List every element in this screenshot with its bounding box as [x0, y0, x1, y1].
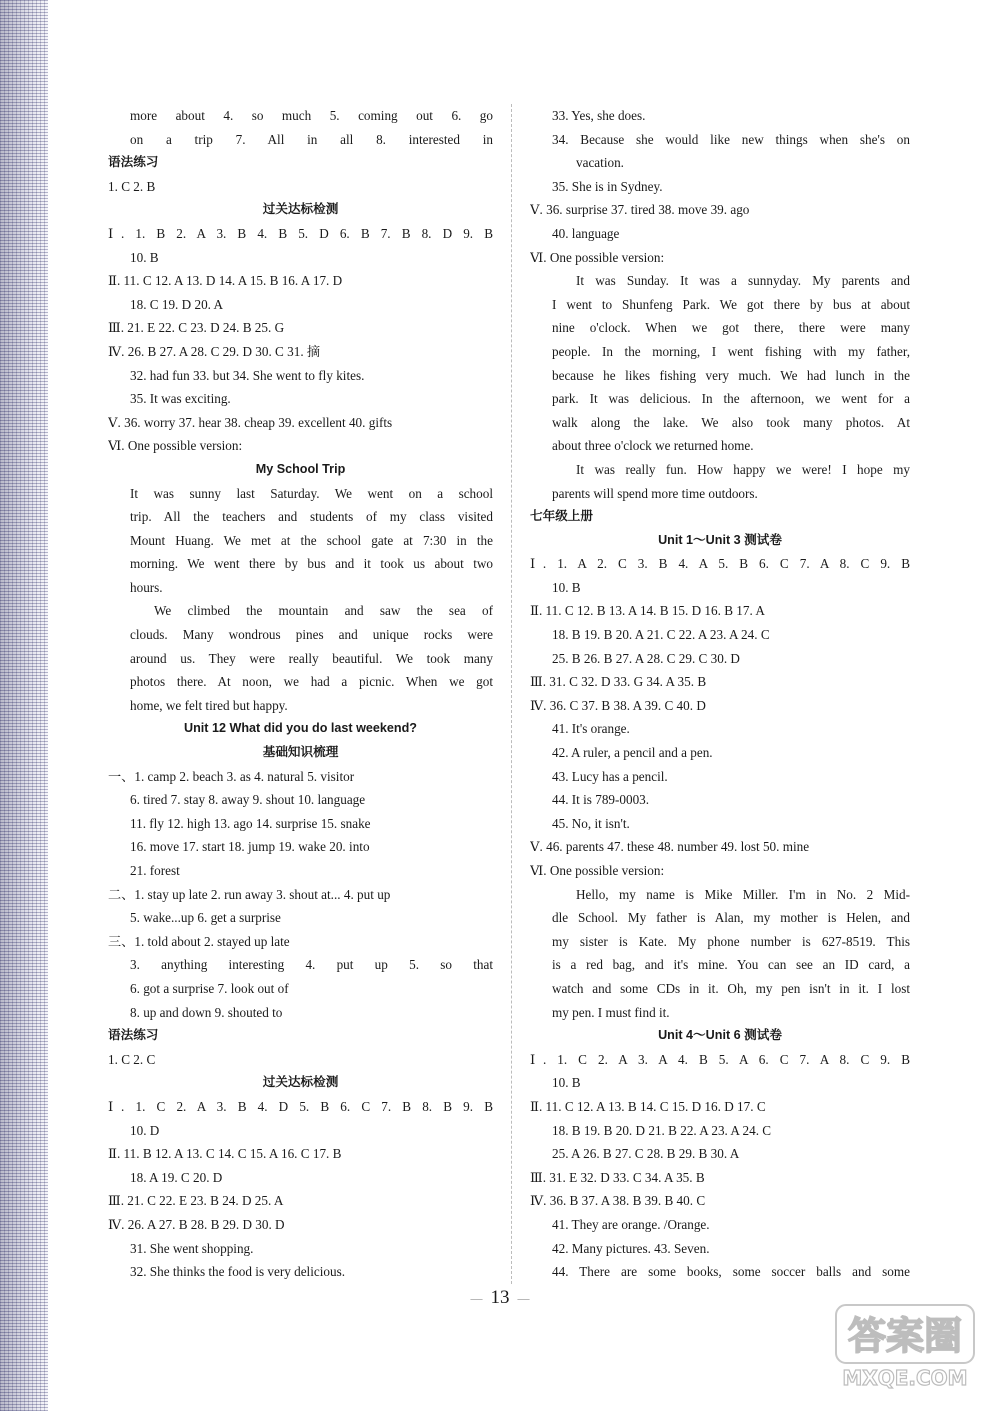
answer-line: 41. It's orange. [552, 721, 630, 737]
answer-line: 18. B 19. B 20. A 21. C 22. A 23. A 24. C [552, 627, 770, 643]
answer-line: 一、1. camp 2. beach 3. as 4. natural 5. visitor [108, 768, 355, 784]
page-number: 13 [490, 1287, 510, 1308]
answer-line: Ⅳ. 26. A 27. B 28. B 29. D 30. D [108, 1216, 285, 1232]
answer-line: Ⅵ. One possible version: [108, 438, 243, 454]
answer-line: I went to Shunfeng Park. We got there by bus at about [552, 296, 910, 312]
answer-line: vacation. [576, 155, 624, 171]
answer-line: home, we felt tired but happy. [130, 697, 288, 713]
answer-line: 1. C 2. C [108, 1051, 156, 1067]
answer-line: Ⅰ. 1. B 2. A 3. B 4. B 5. D 6. B 7. B 8. D 9. B [108, 225, 493, 241]
answer-line: 8. up and down 9. shouted to [130, 1004, 283, 1020]
answer-line: walk along the lake. We also took many photos. At [552, 414, 910, 430]
answer-line: 10. B [552, 1075, 581, 1091]
answer-line: Ⅵ. One possible version: [530, 249, 665, 265]
answer-line: Ⅲ. 21. E 22. C 23. D 24. B 25. G [108, 320, 285, 336]
answer-line: 44. It is 789-0003. [552, 792, 650, 808]
footer-dash-right: — [517, 1291, 530, 1306]
answer-line: Unit 12 What did you do last weekend? [183, 721, 417, 736]
answer-line: Ⅲ. 31. E 32. D 33. C 34. A 35. B [530, 1169, 705, 1185]
footer-dash-left: — [470, 1291, 483, 1306]
answer-line: Ⅲ. 21. C 22. E 23. B 24. D 25. A [108, 1193, 284, 1209]
watermark-logo [830, 1295, 980, 1395]
answer-line: parents will spend more time outdoors. [552, 485, 758, 501]
answer-line: Ⅱ. 11. B 12. A 13. C 14. C 15. A 16. C 17. B [108, 1146, 342, 1162]
answer-line: dle School. My father is Alan, my mother is Helen, and [552, 910, 910, 926]
answer-line: trip. All the teachers and students of my class visited [130, 509, 493, 525]
answer-line: 10. B [130, 249, 159, 265]
watermark-url: MXQE.COM [842, 1366, 968, 1390]
answer-line: around us. They were really beautiful. We took many [130, 650, 493, 666]
answer-line: Unit 4～Unit 6 测试卷 [658, 1028, 782, 1043]
answer-line: 45. No, it isn't. [552, 815, 630, 831]
answer-line: nine o'clock. When we got there, there were many [552, 320, 910, 336]
answer-line: photos there. At noon, we had a picnic. When we got [130, 674, 493, 690]
answer-line: 16. move 17. start 18. jump 19. wake 20. into [130, 839, 370, 855]
answer-line: My School Trip [255, 461, 346, 476]
answer-line: 41. They are orange. /Orange. [552, 1216, 710, 1232]
answer-line: is a red bag, and it's mine. You can see an ID card, a [552, 957, 910, 973]
watermark-title: 答案圈 [847, 1314, 963, 1358]
answer-line: people. In the morning, I went fishing with my father, [552, 343, 910, 359]
answer-line: Ⅳ. 36. C 37. B 38. A 39. C 40. D [530, 697, 706, 713]
answer-line: park. It was delicious. In the afternoon, we went for a [552, 391, 910, 407]
answer-line: Unit 1～Unit 3 测试卷 [658, 532, 782, 547]
answer-line: 32. She thinks the food is very delicious. [130, 1264, 346, 1280]
answer-line: 33. Yes, she does. [552, 108, 646, 123]
answer-line: 三、1. told about 2. stayed up late [108, 933, 290, 949]
answer-line: 35. She is in Sydney. [552, 178, 663, 194]
answer-line: because he likes fishing very much. We had lunch in the [552, 367, 910, 383]
answer-line: Hello, my name is Mike Miller. I'm in No. 2 Mid- [576, 886, 910, 902]
answer-line: 1. C 2. B [108, 178, 156, 194]
answer-line: 31. She went shopping. [130, 1240, 254, 1256]
answer-line: 七年级上册 [530, 509, 593, 524]
answer-line: 6. tired 7. stay 8. away 9. shout 10. language [130, 792, 366, 808]
scan-edge-shading [0, 0, 48, 1411]
answer-line: on a trip 7. All in all 8. interested in [130, 131, 493, 147]
answer-line: hours. [130, 579, 163, 595]
answer-line: It was Sunday. It was a sunnyday. My parents and [576, 273, 910, 289]
answer-line: 5. wake...up 6. get a surprise [130, 910, 281, 926]
answer-line: Ⅰ. 1. C 2. A 3. B 4. D 5. B 6. C 7. B 8. B 9. B [108, 1098, 493, 1114]
answer-line: 10. D [130, 1122, 160, 1138]
answer-line: Mount Huang. We met at the school gate at 7:30 in the [130, 532, 493, 548]
answer-line: 18. C 19. D 20. A [130, 296, 224, 312]
answer-line: 过关达标检测 [262, 202, 339, 217]
answer-line: 42. A ruler, a pencil and a pen. [552, 745, 713, 761]
answer-line: Ⅱ. 11. C 12. A 13. D 14. A 15. B 16. A 17. D [108, 273, 343, 289]
answer-line: 25. A 26. B 27. C 28. B 29. B 30. A [552, 1146, 740, 1162]
answer-line: 6. got a surprise 7. look out of [130, 980, 289, 996]
answer-line: clouds. Many wondrous pines and unique rocks were [130, 627, 493, 643]
answer-line: 18. B 19. B 20. D 21. B 22. A 23. A 24. C [552, 1122, 772, 1138]
answer-line: Ⅰ. 1. C 2. A 3. A 4. B 5. A 6. C 7. A 8. C 9. B [530, 1051, 910, 1067]
answer-line: We climbed the mountain and saw the sea of [154, 603, 493, 619]
answer-line: 过关达标检测 [262, 1075, 339, 1090]
answer-line: Ⅳ. 26. B 27. A 28. C 29. D 30. C 31. 摘 [108, 343, 321, 359]
answer-line: Ⅰ. 1. A 2. C 3. B 4. A 5. B 6. C 7. A 8. C 9. B [530, 556, 910, 572]
answer-line: 40. language [552, 225, 620, 241]
answer-line: 语法练习 [108, 155, 159, 170]
answer-line: Ⅴ. 36. worry 37. hear 38. cheap 39. excellent 40. gifts [108, 414, 393, 430]
answer-line: watch and some CDs in it. Oh, my pen isn't in it. I lost [552, 980, 910, 996]
answer-line: 二、1. stay up late 2. run away 3. shout at... 4. put up [108, 886, 391, 902]
answer-column-left [108, 104, 493, 1284]
answer-line: 10. B [552, 579, 581, 595]
answer-line: It was really fun. How happy we were! I hope my [576, 461, 910, 477]
answer-line: 18. A 19. C 20. D [130, 1169, 223, 1185]
answer-line: Ⅲ. 31. C 32. D 33. G 34. A 35. B [530, 674, 707, 690]
answer-line: 21. forest [130, 863, 180, 878]
answer-line: 25. B 26. B 27. A 28. C 29. C 30. D [552, 650, 740, 666]
answer-line: 44. There are some books, some soccer balls and some [552, 1264, 910, 1280]
answer-line: 43. Lucy has a pencil. [552, 768, 668, 784]
answer-line: 42. Many pictures. 43. Seven. [552, 1240, 710, 1256]
column-divider [511, 104, 512, 1284]
answer-line: morning. We went there by bus and it took us about two [130, 556, 493, 572]
answer-line: Ⅱ. 11. C 12. A 13. B 14. C 15. D 16. D 17. C [530, 1098, 766, 1114]
answer-line: Ⅱ. 11. C 12. B 13. A 14. B 15. D 16. B 17. A [530, 603, 765, 619]
answer-line: 3. anything interesting 4. put up 5. so that [130, 957, 493, 973]
answer-line: It was sunny last Saturday. We went on a school [130, 485, 493, 501]
answer-line: my sister is Kate. My phone number is 627-8519. This [552, 933, 910, 949]
answer-line: 基础知识梳理 [262, 745, 339, 760]
answer-line: 34. Because she would like new things when she's on [552, 131, 910, 147]
answer-line: about three o'clock we returned home. [552, 438, 754, 454]
answer-line: 语法练习 [108, 1028, 159, 1043]
answer-line: Ⅵ. One possible version: [530, 863, 665, 878]
answer-line: more about 4. so much 5. coming out 6. go [130, 108, 493, 123]
answer-line: 11. fly 12. high 13. ago 14. surprise 15. snake [130, 815, 371, 831]
answer-line: 35. It was exciting. [130, 391, 231, 407]
answer-line: my pen. I must find it. [552, 1004, 670, 1020]
answer-line: Ⅴ. 36. surprise 37. tired 38. move 39. ago [530, 202, 750, 218]
answer-line: 32. had fun 33. but 34. She went to fly kites. [130, 367, 365, 383]
answer-column-right [530, 104, 910, 1284]
answer-line: Ⅴ. 46. parents 47. these 48. number 49. lost 50. mine [530, 839, 810, 855]
answer-line: Ⅳ. 36. B 37. A 38. B 39. B 40. C [530, 1193, 706, 1209]
